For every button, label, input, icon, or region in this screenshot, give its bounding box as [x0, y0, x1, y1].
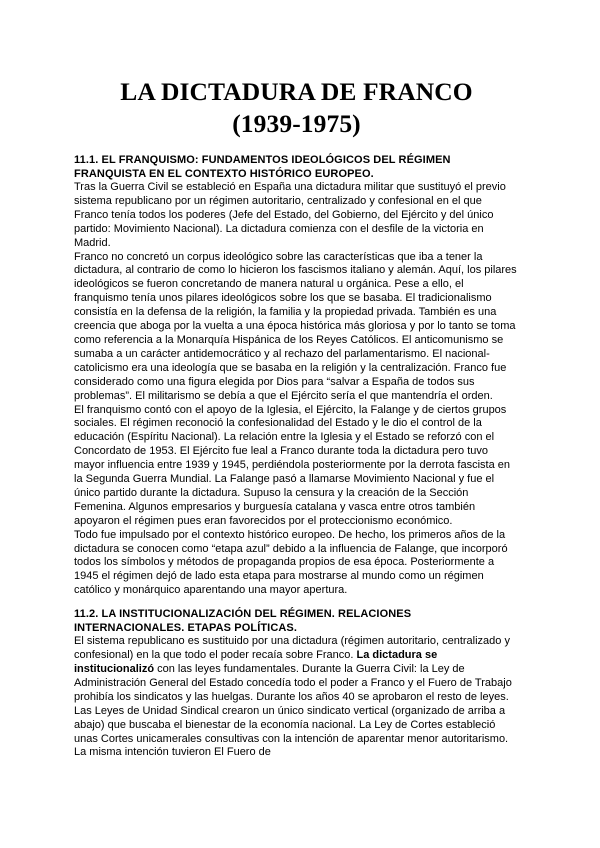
paragraph: Franco no concretó un corpus ideológico sobre las características que iba a tener la dictadura, al contrario de como lo hicieron los fascismos italiano y alemán. Aquí, los pilares ideológicos se fueron concretando de manera natural u orgánica. Pese a ello, el franquismo tenía unos pilares ideológicos sobre los que se basaba. El tradicionalismo consistía en la defensa de la religión, la familia y la propiedad privada. También es una creencia que aboga por la vuelta a una época histórica más gloriosa y por lo tanto se toma como referencia a la Monarquía Hispánica de los Reyes Católicos. El anticomunismo se sumaba a un carácter antidemocrático y al rechazo del parlamentarismo. El nacional-catolicismo era una ideología que se basaba en la religión y la centralización. Franco fue considerado como una figura elegida por Dios para “salvar a España de todos sus problemas”. El militarismo se debía a que el Ejército sería el que mantendría el orden.	[74, 250, 517, 402]
section-heading: 11.1. EL FRANQUISMO: FUNDAMENTOS IDEOLÓGICOS DEL RÉGIMEN FRANQUISTA EN EL CONTEXTO HISTÓRICO EUROPEO.	[74, 154, 451, 180]
paragraph: Tras la Guerra Civil se estableció en España una dictadura militar que sustituyó el previo sistema republicano por un régimen autoritario, centralizado y confesional en el que Franco tenía todos los poderes (Jefe del Estado, del Gobierno, del Ejército y del único partido: Movimiento Nacional). La dictadura comienza con el desfile de la victoria en Madrid.	[74, 181, 506, 249]
section-franquismo	[74, 154, 519, 598]
document-title	[74, 76, 519, 140]
section-heading: 11.2. LA INSTITUCIONALIZACIÓN DEL RÉGIMEN. RELACIONES INTERNACIONALES. ETAPAS POLÍTICAS.	[74, 608, 412, 634]
paragraph-text: El sistema republicano es sustituido por una dictadura (régimen autoritario, centralizado y confesional) en la que todo el poder recaía sobre Franco.	[74, 635, 510, 662]
title-line-1: LA DICTADURA DE FRANCO	[120, 77, 473, 106]
paragraph	[74, 635, 519, 760]
emphasized-text: La dictadura se institucionalizó	[74, 649, 438, 675]
paragraph: Todo fue impulsado por el contexto histórico europeo. De hecho, los primeros años de la dictadura se conocen como “etapa azul” debido a la influencia de Falange, que incorporó todos los símbolos y métodos de propaganda propios de esa época. Posteriormente a 1945 el régimen dejó de lado esta etapa para mostrarse al mundo como un régimen católico y monárquico aparentando una mayor apertura.	[74, 528, 508, 597]
paragraph: El franquismo contó con el apoyo de la Iglesia, el Ejército, la Falange y de ciertos grupos sociales. El régimen reconoció la confesionalidad del Estado y le dio el control de la educación (Espíritu Nacional). La relación entre la Iglesia y el Estado se reforzó con el Concordato de 1953. El Ejército fue leal a Franco durante toda la dictadura pero tuvo mayor influencia entre 1939 y 1945, perdiéndola posteriormente por la derrota fascista en la Segunda Guerra Mundial. La Falange pasó a llamarse Movimiento Nacional y fue el único partido durante la dictadura. Supuso la censura y la creación de la Sección Femenina. Algunos empresarios y burguesía catalana y vasca entre otros también apoyaron el régimen pues eran favorecidos por el proteccionismo económico.	[74, 403, 510, 527]
title-line-2: (1939-1975)	[232, 109, 361, 138]
section-institucionalizacion	[74, 608, 519, 760]
paragraph-text: con las leyes fundamentales. Durante la Guerra Civil: la Ley de Administración General del Estado concedía todo el poder a Franco y el Fuero de Trabajo prohibía los sindicatos y las huelgas. Durante los años 40 se aprobaron el resto de leyes. Las Leyes de Unidad Sindical crearon un único sindicato vertical (organizado de arriba a abajo) que buscaba el bienestar de la economía nacional. La Ley de Cortes estableció unas Cortes unicamerales consultivas con la intención de aparentar menor autoritarismo. La misma intención tuvieron El Fuero de	[74, 663, 512, 759]
